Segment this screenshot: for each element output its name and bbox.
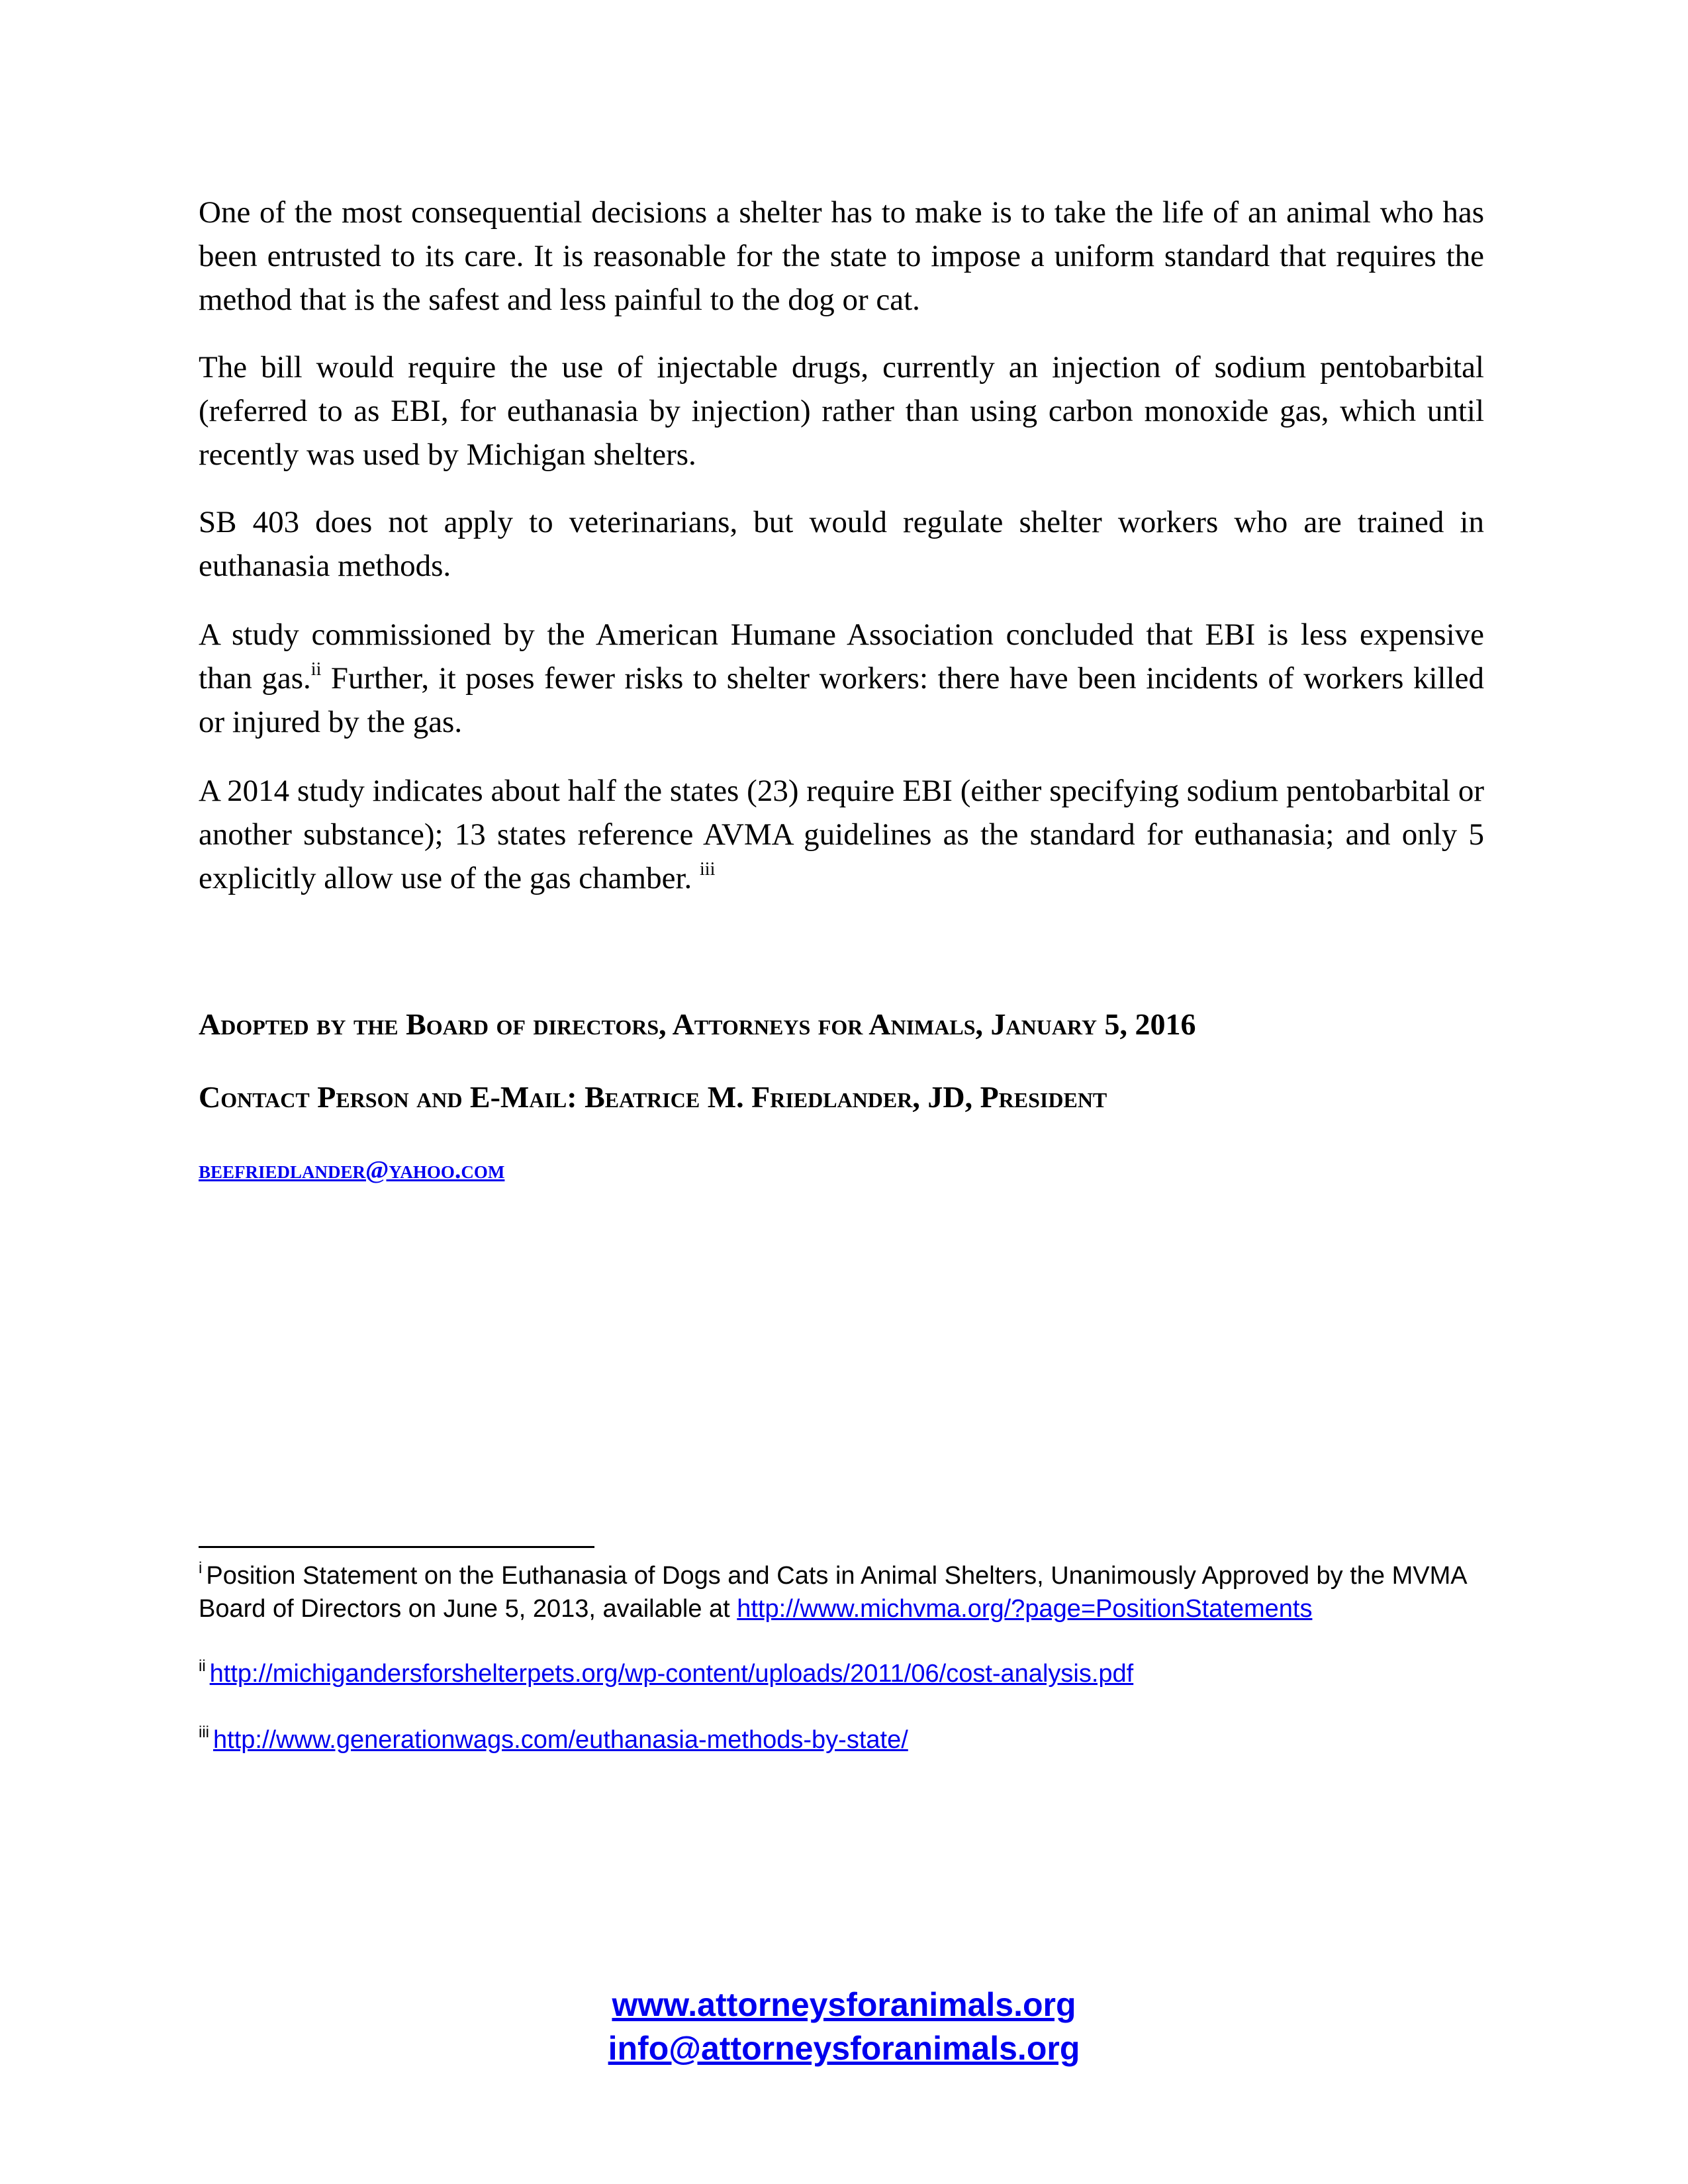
footnote-marker-ii: ii [199, 1657, 206, 1675]
footnote-ref-ii: ii [310, 659, 322, 680]
footnote-marker-i: i [199, 1559, 203, 1577]
footnote-divider [199, 1546, 594, 1548]
footnote-i-link[interactable]: http://www.michvma.org/?page=PositionStatements [737, 1595, 1313, 1623]
contact-line: Contact Person and E-Mail: Beatrice M. Friedlander, JD, President [199, 1080, 1107, 1114]
footer-email [0, 2026, 1688, 2070]
contact-email-link[interactable]: beefriedlander@yahoo.com [199, 1156, 505, 1184]
footer-email-link[interactable]: info@attorneysforanimals.org [608, 2030, 1080, 2067]
paragraph-4 [199, 613, 1484, 744]
footer-website [0, 1983, 1688, 2026]
footnote-ii [199, 1657, 1489, 1690]
footnote-iii [199, 1723, 1489, 1756]
paragraph-1: One of the most consequential decisions a shelter has to make is to take the life of an animal who has been entrusted to its care. It is reasonable for the state to impose a uniform standard that requires the method that is the safest and less painful to the dog or cat. [199, 195, 1484, 317]
paragraph-3: SB 403 does not apply to veterinarians, but would regulate shelter workers who are trained in euthanasia methods. [199, 505, 1484, 583]
footnote-i [199, 1559, 1489, 1625]
footer-website-link[interactable]: www.attorneysforanimals.org [612, 1986, 1076, 2023]
paragraph-5-text: A 2014 study indicates about half the states (23) require EBI (either specifying sodium pentobarbital or another substance); 13 states reference AVMA guidelines as the standard for euthanasia; and only 5 explicitly allow use of the gas chamber. [199, 774, 1484, 895]
paragraph-5 [199, 769, 1484, 900]
paragraph-2: The bill would require the use of injectable drugs, currently an injection of sodium pentobarbital (referred to as EBI, for euthanasia by injection) rather than using carbon monoxide gas, which until recently was used by Michigan shelters. [199, 350, 1484, 472]
footnote-ref-iii: iii [700, 859, 716, 880]
footnote-iii-link[interactable]: http://www.generationwags.com/euthanasia-methods-by-state/ [213, 1726, 908, 1754]
footnote-marker-iii: iii [199, 1723, 209, 1741]
adoption-line: Adopted by the Board of directors, Attorneys for Animals, January 5, 2016 [199, 1007, 1196, 1041]
footnote-ii-link[interactable]: http://michigandersforshelterpets.org/wp-content/uploads/2011/06/cost-analysis.pdf [209, 1660, 1134, 1688]
paragraph-4-text-a: A study commissioned by the American Humane Association concluded that EBI is less expensive than gas. [199, 617, 1484, 696]
footnote-i-text: Position Statement on the Euthanasia of Dogs and Cats in Animal Shelters, Unanimously Approved by the MVMA Board of Directors on June 5, 2013, available at [199, 1562, 1466, 1623]
paragraph-4-text-b: Further, it poses fewer risks to shelter workers: there have been incidents of workers killed or injured by the gas. [199, 661, 1484, 739]
